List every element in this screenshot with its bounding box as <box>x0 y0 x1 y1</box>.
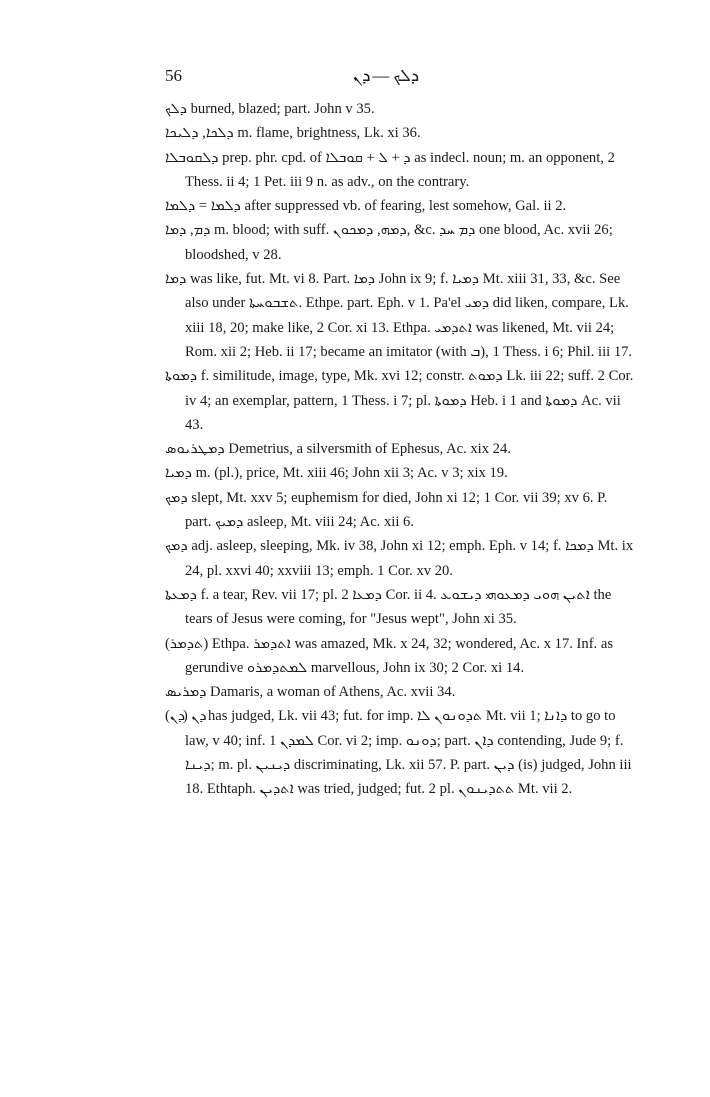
dictionary-entry: ܕܡܛܪܝܘܣ Demetrius, a silversmith of Ephesus, Ac. xix 24. <box>165 441 511 458</box>
page-number: 56 <box>165 66 182 85</box>
dictionary-entry: ܕܠܟ burned, blazed; part. John v 35. <box>165 101 375 117</box>
header-title: ܕܠܟ — ܕܢ <box>352 66 420 85</box>
dictionary-entry: ܕܠܩܘܒܠܐ prep. phr. cpd. of ܕ + ܠ + ܩܘܒܠܐ as indecl. noun; m. an opponent, 2 Thess. ii 4; 1 Pet. iii 9 n. as adv., on the contrary. <box>165 149 615 190</box>
dictionary-entry: ܕܠܟܐ, ܕܠܝܟܐ m. flame, brightness, Lk. xi 36. <box>165 125 421 142</box>
dictionary-entry: ܕܢ (ܕܢ) has judged, Lk. vii 43; fut. for imp. ܬܕܘܢܘܢ ܠܐ Mt. vii 1; ܕܐܢܐ to go to law, v 40; inf. ܠܡܕܢ 1 Cor. vi 2; imp. ܕܘܢܘ; part. ܕܐܢ contending, Jude 9; f. ܕܝܢܐ; m. pl. ܕܝܢܝܢ discriminating, Lk. xii 57. P. part. ܕܝܢ (is) judged, John iii 18. Ethtaph. ܐܬܕܝܢ was tried, judged; fut. 2 pl. ܬܬܕܝܢܘܢ Mt. vii 2. <box>165 708 632 798</box>
dictionary-entry: ܕܡܝܐ m. (pl.), price, Mt. xiii 46; John xii 3; Ac. v 3; xix 19. <box>165 465 508 482</box>
dictionary-entry: (ܬܕܡܪ) Ethpa. ܐܬܕܡܪ was amazed, Mk. x 24, 32; wondered, Ac. x 17. Inf. as gerundive ܠܡܬܕܡܪܘ marvellous, John ix 30; 2 Cor. xi 14. <box>165 635 614 676</box>
dictionary-entry: ܕܡܘܬܐ f. similitude, image, type, Mk. xvi 12; constr. ܕܡܘܬ Lk. iii 22; suff. 2 Cor. iv 4; an exemplar, pattern, 1 Thess. i 7; pl. ܕܡܘܬܐ Heb. i 1 and ܕܡܘܬܐ Ac. vii 43. <box>165 368 634 433</box>
dictionary-entry: ܕܡܟ slept, Mt. xxv 5; euphemism for died, John xi 12; 1 Cor. vii 39; xv 6. P. part. ܕܡܝܟ asleep, Mt. viii 24; Ac. xii 6. <box>165 489 608 531</box>
dictionary-entry: ܕܠܡܐ = ܕܠܡܐ after suppressed vb. of fearing, lest somehow, Gal. ii 2. <box>165 198 567 215</box>
dictionary-entry: ܕܡܪܝܣ Damaris, a woman of Athens, Ac. xvii 34. <box>165 684 456 701</box>
entries-list <box>165 97 635 802</box>
dictionary-entry: ܕܡ, ܕܡܐ m. blood; with suff. ܕܡܗ, ܕܡܟܘܢ, &c. ܕܡ ܚܕ one blood, Ac. xvii 26; bloodshed, v 28. <box>165 222 613 263</box>
running-header <box>165 66 607 90</box>
dictionary-entry: ܕܡܥܬܐ f. a tear, Rev. vii 17; pl. ܕܡܥܐ 2 Cor. ii 4. ܐܬܝܢ ܗܘܝ ܕܡܥܘܗܝ ܕܝܫܘܥ the tears of Jesus were coming, for "Jesus wept", John xi 35. <box>165 586 612 628</box>
dictionary-entry: ܕܡܟ adj. asleep, sleeping, Mk. iv 38, John xi 12; emph. Eph. v 14; f. ܕܡܟܐ Mt. ix 24, pl. xxvi 40; xxviii 13; emph. 1 Cor. xv 20. <box>165 538 634 579</box>
dictionary-entry: ܕܡܐ was like, fut. Mt. vi 8. Part. ܕܡܐ John ix 9; f. ܕܡܝܐ Mt. xiii 31, 33, &c. See also under ܬܫܒܘܚܬܐ. Ethpe. part. Eph. v 1. Pa'el ܕܡܝ did liken, compare, Lk. xiii 18, 20; make like, 2 Cor. xi 13. Ethpa. ܐܬܕܡܝ was likened, Mt. vii 24; Rom. xii 2; Heb. ii 17; became an imitator (with ܒ), 1 Thess. i 6; Phil. iii 17. <box>165 271 633 360</box>
